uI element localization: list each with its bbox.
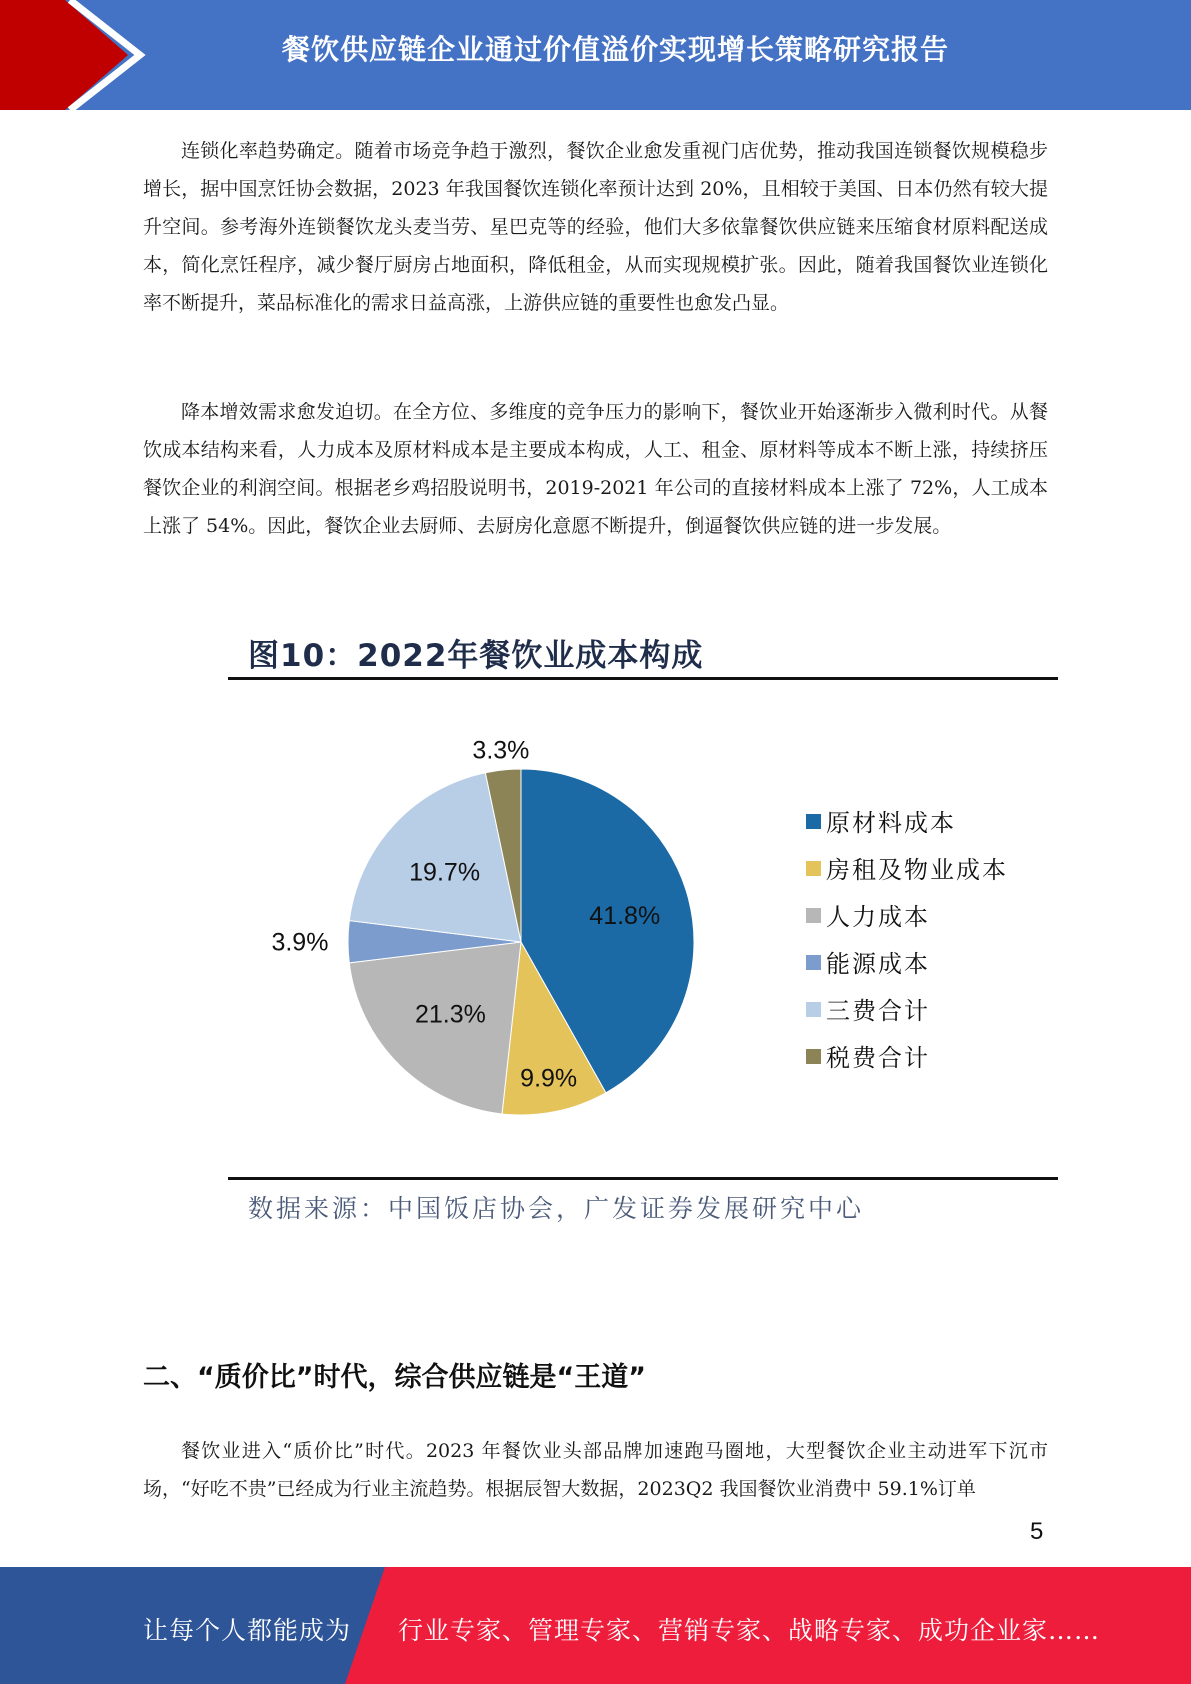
section-heading: 二、“质价比”时代，综合供应链是“王道”: [143, 1362, 646, 1393]
footer-slogan-left: 让每个人都能成为: [143, 1616, 352, 1645]
figure-source-note: 数据来源：中国饭店协会，广发证券发展研究中心: [248, 1194, 865, 1223]
paragraph-quality-price: 餐饮业进入“质价比”时代。2023 年餐饮业头部品牌加速跑马圈地，大型餐饮企业主动进军下沉市场，“好吃不贵”已经成为行业主流趋势。根据辰智大数据，2023Q2 我国餐饮业消费中 59.1%订单: [143, 1440, 1048, 1500]
legend-swatch-2: [806, 861, 821, 876]
page-number: 5: [1030, 1518, 1044, 1545]
legend-label-4: 能源成本: [826, 950, 930, 978]
pie-data-label-3: 21.3%: [414, 1000, 486, 1029]
pie-data-label-1: 41.8%: [589, 901, 661, 930]
legend-swatch-1: [806, 814, 821, 829]
pie-legend: [806, 809, 1008, 1072]
report-header: [0, 0, 1191, 110]
footer-banner: [0, 1567, 1191, 1684]
pie-slices: [348, 769, 694, 1115]
pie-data-label-5: 19.7%: [409, 858, 481, 887]
legend-swatch-6: [806, 1049, 821, 1064]
paragraph-chain-rate: 连锁化率趋势确定。随着市场竞争趋于激烈，餐饮企业愈发重视门店优势，推动我国连锁餐饮规模稳步增长，据中国烹饪协会数据，2023 年我国餐饮连锁化率预计达到 20%，且相较于美国、日本仍然有较大提升空间。参考海外连锁餐饮龙头麦当劳、星巴克等的经验，他们大多依靠餐饮供应链来压缩食材原料配送成本，简化烹饪程序，减少餐厅厨房占地面积，降低租金，从而实现规模扩张。因此，随着我国餐饮业连锁化率不断提升，菜品标准化的需求日益高涨，上游供应链的重要性也愈发凸显。: [143, 140, 1048, 314]
legend-swatch-5: [806, 1002, 821, 1017]
legend-label-5: 三费合计: [826, 997, 930, 1025]
legend-swatch-3: [806, 908, 821, 923]
pie-data-label-6: 3.3%: [472, 736, 530, 765]
legend-label-1: 原材料成本: [826, 809, 956, 837]
legend-label-2: 房租及物业成本: [826, 856, 1008, 884]
figure-title: 图10：2022年餐饮业成本构成: [248, 638, 704, 674]
pie-data-label-2: 9.9%: [520, 1064, 578, 1093]
legend-label-6: 税费合计: [826, 1044, 930, 1072]
legend-label-3: 人力成本: [826, 903, 930, 931]
paragraph-cost-reduction: 降本增效需求愈发迫切。在全方位、多维度的竞争压力的影响下，餐饮业开始逐渐步入微利时代。从餐饮成本结构来看，人力成本及原材料成本是主要成本构成，人工、租金、原材料等成本不断上涨，持续挤压餐饮企业的利润空间。根据老乡鸡招股说明书，2019-2021 年公司的直接材料成本上涨了 72%，人工成本上涨了 54%。因此，餐饮企业去厨师、去厨房化意愿不断提升，倒逼餐饮供应链的进一步发展。: [143, 401, 1048, 537]
cost-structure-pie-chart: [228, 690, 1058, 1170]
legend-swatch-4: [806, 955, 821, 970]
figure-top-rule: [228, 677, 1058, 680]
report-title: 餐饮供应链企业通过价值溢价实现增长策略研究报告: [281, 33, 949, 66]
footer-slogan-right: 行业专家、管理专家、营销专家、战略专家、成功企业家……: [398, 1616, 1101, 1645]
figure-bottom-rule: [228, 1177, 1058, 1180]
pie-data-label-4: 3.9%: [271, 928, 329, 957]
